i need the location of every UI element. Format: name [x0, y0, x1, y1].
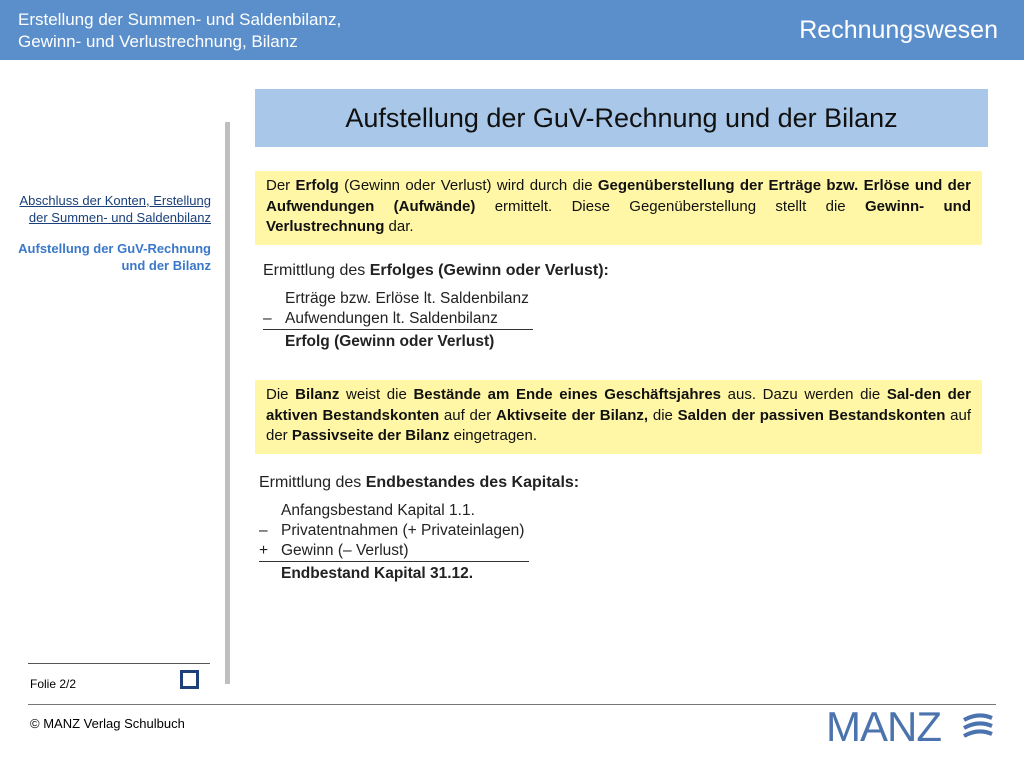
note-text-run: Bestände am Ende eines Geschäftsjahres [413, 386, 722, 403]
note-text-run: (Gewinn oder Verlust) wird durch die [338, 177, 598, 194]
sidebar-item-abschluss[interactable]: Abschluss der Konten, Erstellung der Summen- und Saldenbilanz [19, 193, 211, 225]
header-subtitle [18, 9, 341, 53]
formula-erfolg-row [263, 309, 533, 330]
logo-wave-icon [962, 710, 994, 742]
note-text-run: Der [266, 177, 296, 194]
note-text-run: Salden der passiven Bestandskonten [677, 406, 946, 424]
note-text-run: Bilanz [295, 386, 340, 403]
formula-kapital-row [259, 501, 579, 521]
sidebar-divider [225, 122, 230, 684]
footer-divider-left [28, 663, 210, 664]
header-brand: Rechnungswesen [799, 16, 998, 44]
formula-kapital [259, 474, 579, 584]
note-text-run: Aktivseite der Bilanz, [496, 406, 649, 424]
formula-operator: – [259, 522, 268, 539]
header-subtitle-line-1: Erstellung der Summen- und Saldenbilanz, [18, 10, 342, 29]
formula-erfolg-title-normal: Ermittlung des [263, 262, 370, 279]
logo-wordmark: MANZ [826, 703, 941, 750]
note-bilanz [255, 380, 982, 454]
navigation-square-icon[interactable] [180, 670, 199, 689]
note-text-run: auf der [266, 406, 971, 444]
note-text-run: ermittelt. Diese Gegenüberstellung stellt die [475, 197, 865, 215]
formula-erfolg [263, 262, 609, 352]
note-text-run: Gegenüberstellung der Erträge bzw. Erlöse und der Aufwendungen (Aufwände) [266, 177, 971, 215]
note-text-run: dar. [384, 218, 414, 235]
formula-kapital-title-bold: Endbestandes des Kapitals: [365, 474, 580, 491]
formula-operator: + [259, 542, 269, 559]
sidebar-item-aufstellung[interactable]: Aufstellung der GuV-Rechnung und der Bilanz [18, 241, 211, 273]
note-text-run: Gewinn- und Verlustrechnung [266, 197, 971, 235]
note-text-run: Sal-den der aktiven Bestandskonten [266, 386, 971, 424]
formula-row-text: Anfangsbestand Kapital 1.1. [281, 502, 475, 519]
page-indicator: Folie 2/2 [30, 677, 77, 691]
header-subtitle-line-2: Gewinn- und Verlustrechnung, Bilanz [18, 32, 298, 51]
formula-kapital-result: Endbestand Kapital 31.12. [281, 565, 474, 582]
formula-row-text: Gewinn (– Verlust) [281, 542, 409, 559]
formula-erfolg-result: Erfolg (Gewinn oder Verlust) [285, 333, 495, 350]
formula-row-text: Aufwendungen lt. Saldenbilanz [285, 310, 498, 327]
formula-erfolg-row [263, 289, 609, 309]
note-text-run: Die [266, 386, 296, 403]
formula-row-text: Privatentnahmen (+ Privateinlagen) [281, 522, 525, 539]
note-text-run: eingetragen. [449, 427, 538, 444]
formula-erfolg-title-bold: Erfolges (Gewinn oder Verlust): [369, 262, 609, 279]
note-text-run: weist die [339, 386, 414, 403]
formula-operator: – [263, 310, 272, 327]
formula-row-text: Erträge bzw. Erlöse lt. Saldenbilanz [285, 290, 529, 307]
sidebar-nav [18, 193, 211, 289]
note-text-run: Erfolg [295, 177, 339, 194]
note-erfolg [255, 171, 982, 245]
copyright-text: © MANZ Verlag Schulbuch [30, 716, 185, 731]
manz-logo [826, 703, 994, 750]
note-text-run: aus. Dazu werden die [721, 386, 887, 403]
formula-kapital-title [259, 474, 579, 492]
note-text-run: auf der [439, 406, 496, 424]
header-bar [0, 0, 1024, 60]
note-text-run: Passivseite der Bilanz [291, 427, 450, 444]
formula-kapital-row [259, 521, 579, 541]
formula-erfolg-title [263, 262, 609, 280]
note-text-run: die [648, 406, 678, 424]
formula-kapital-row [259, 541, 529, 562]
slide-title: Aufstellung der GuV-Rechnung und der Bilanz [255, 89, 988, 147]
formula-kapital-title-normal: Ermittlung des [259, 474, 366, 491]
